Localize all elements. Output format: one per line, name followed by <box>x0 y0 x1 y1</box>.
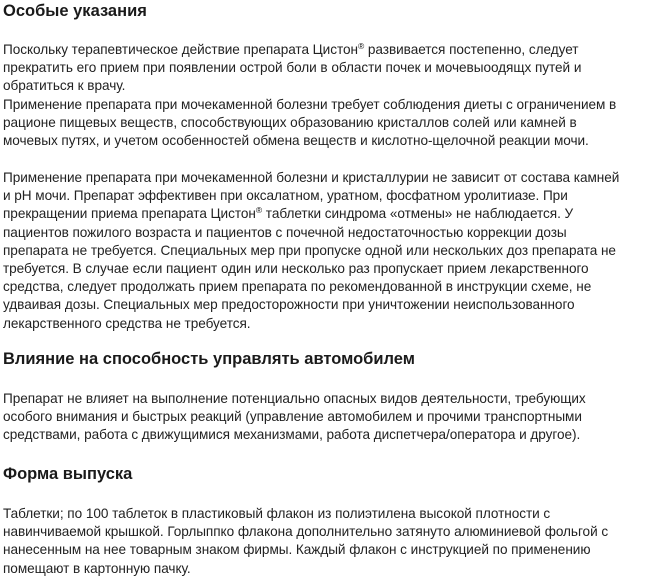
text-line: пациентов пожилого возраста и пациентов с почечной недостаточностью коррекции дозы <box>3 224 567 240</box>
text-line: обратиться к врачу. <box>3 78 126 94</box>
text-line <box>3 41 581 59</box>
text-line: лекарственного средства не требуется. <box>3 315 251 331</box>
text-line: требуется. В случае если пациент один или несколько раз пропускает прием лекарственного <box>3 261 589 277</box>
paragraph-driving <box>3 390 586 445</box>
text-line: рационе пищевых веществ, способствующих образованию кристаллов солей или камней в <box>3 115 577 131</box>
text-segment: развивается постепенно, следует <box>364 42 579 57</box>
paragraph-diet <box>3 96 616 151</box>
paragraph-gradual-effect <box>3 41 581 96</box>
text-line: Применение препарата при мочекаменной болезни требует соблюдения диеты с ограничением в <box>3 97 617 112</box>
text-line: препарата не требуется. Специальных мер при пропуске одной или нескольких доз препарата не <box>3 242 616 258</box>
text-line: и pH мочи. Препарат эффективен при оксалатном, уратном, фосфатном уролитиазе. При <box>3 188 568 204</box>
text-line: средства, следует продолжать прием препарата по рекомендованной в инструкции схеме, не <box>3 279 592 295</box>
text-line: особого внимания и быстрых реакций (управление автомобилем и прочими транспортными <box>3 409 582 425</box>
text-line: Препарат не влияет на выполнение потенциально опасных видов деятельности, требующих <box>3 391 586 406</box>
paragraph-usage-details <box>3 169 619 333</box>
text-line: удваивая дозы. Специальных мер предосторожности при уничтожении неиспользованного <box>3 297 575 313</box>
text-line: нанесенным на нее товарным знаком фирмы. Каждый флакон с инструкцией по применению <box>3 542 591 558</box>
text-line: средствами, работа с движущимися механизмами, работа диспетчера/оператора и другое). <box>3 427 581 443</box>
text-segment: Поскольку терапевтическое действие препарата Цистон <box>3 42 358 57</box>
section-heading-special-instructions: Особые указания <box>3 2 147 20</box>
text-line <box>3 205 619 223</box>
text-line: прекратить его прием при появлении острой боли в области почек и мочевыоодящх путей и <box>3 60 582 76</box>
registered-mark: ® <box>255 205 263 216</box>
text-line: мочевых путях, и учетом особенностей обмена веществ и кислотно-щелочной реакции мочи. <box>3 133 589 149</box>
text-line: помещают в картонную пачку. <box>3 560 191 576</box>
text-line: навинчиваемой крышкой. Горлыппко флакона дополнительно затянуто алюминиевой фольгой с <box>3 524 609 540</box>
text-line: Применение препарата при мочекаменной болезни и кристаллурии не зависит от состава камней <box>3 170 620 185</box>
text-line: Таблетки; по 100 таблеток в пластиковый флакон из полиэтилена высокой плотности с <box>3 506 551 521</box>
section-heading-driving: Влияние на способность управлять автомобилем <box>3 350 415 368</box>
text-segment: прекращении приема препарата Цистон <box>3 206 256 222</box>
section-heading-release-form: Форма выпуска <box>3 465 133 483</box>
paragraph-release-form <box>3 505 608 578</box>
text-segment: таблетки синдрома «отмены» не наблюдается. У <box>262 206 574 222</box>
registered-mark: ® <box>357 41 365 51</box>
